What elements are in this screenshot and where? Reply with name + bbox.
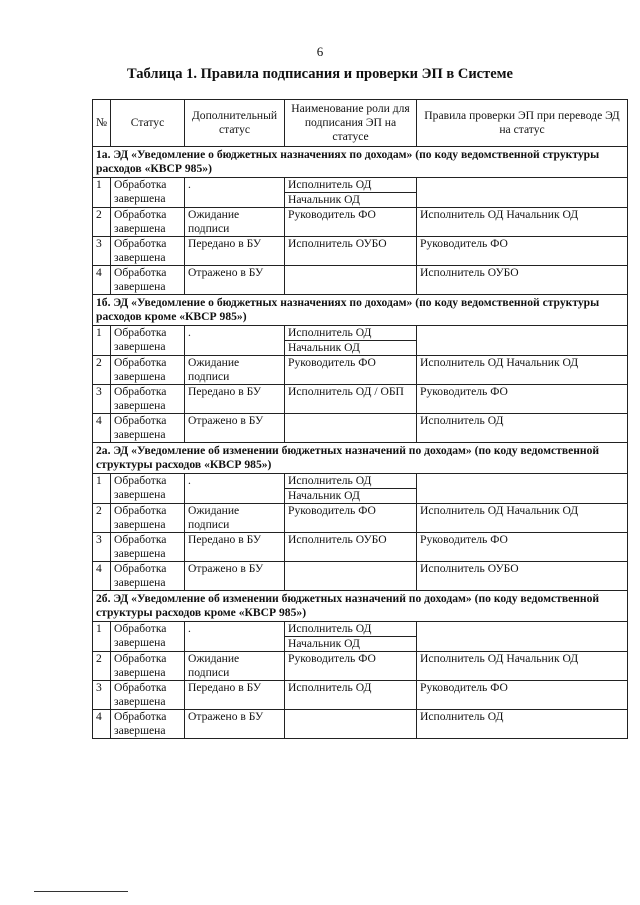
table-body — [93, 147, 628, 739]
table-row — [93, 208, 628, 237]
row-status: Обработка завершена — [111, 414, 185, 443]
row-extra-status: . — [185, 178, 285, 208]
role-entry: Руководитель ФО — [288, 208, 376, 221]
row-status: Обработка завершена — [111, 326, 185, 356]
row-check-rules: Исполнитель ОД Начальник ОД — [417, 356, 628, 385]
section-title-row — [93, 443, 628, 474]
row-extra-status: Ожидание подписи — [185, 652, 285, 681]
row-check-rules — [417, 622, 628, 652]
row-role — [285, 622, 417, 652]
role-entry: Начальник ОД — [288, 193, 360, 206]
row-number: 4 — [93, 266, 111, 295]
table-row — [93, 385, 628, 414]
row-number: 3 — [93, 385, 111, 414]
section-title-row — [93, 147, 628, 178]
table-row — [93, 266, 628, 295]
role-entry: Исполнитель ОД — [285, 474, 416, 489]
row-extra-status: Отражено в БУ — [185, 710, 285, 739]
row-extra-status: . — [185, 326, 285, 356]
table-row — [93, 356, 628, 385]
row-status: Обработка завершена — [111, 178, 185, 208]
role-entry: Исполнитель ОД — [285, 178, 416, 193]
row-number: 1 — [93, 178, 111, 208]
role-entry: Начальник ОД — [288, 341, 360, 354]
table-row — [93, 504, 628, 533]
row-extra-status: Отражено в БУ — [185, 562, 285, 591]
table-row — [93, 622, 628, 652]
row-number: 2 — [93, 208, 111, 237]
role-entry: Исполнитель ОУБО — [288, 237, 387, 250]
row-check-rules: Исполнитель ОД — [417, 710, 628, 739]
row-role — [285, 504, 417, 533]
row-role — [285, 385, 417, 414]
row-check-rules: Исполнитель ОУБО — [417, 562, 628, 591]
row-check-rules: Исполнитель ОУБО — [417, 266, 628, 295]
row-number: 3 — [93, 681, 111, 710]
header-num: № — [93, 100, 111, 147]
role-entry: Исполнитель ОУБО — [288, 533, 387, 546]
row-role — [285, 652, 417, 681]
row-check-rules: Руководитель ФО — [417, 681, 628, 710]
row-number: 2 — [93, 356, 111, 385]
table-row — [93, 414, 628, 443]
header-role: Наименование роли для подписания ЭП на статусе — [285, 100, 417, 147]
row-role — [285, 414, 417, 443]
row-check-rules: Руководитель ФО — [417, 237, 628, 266]
role-entry: Исполнитель ОД — [288, 681, 372, 694]
row-status: Обработка завершена — [111, 504, 185, 533]
row-check-rules: Исполнитель ОД Начальник ОД — [417, 504, 628, 533]
row-number: 2 — [93, 504, 111, 533]
row-role — [285, 562, 417, 591]
row-status: Обработка завершена — [111, 652, 185, 681]
header-status: Статус — [111, 100, 185, 147]
table-header-row — [93, 100, 628, 147]
table-title: Таблица 1. Правила подписания и проверки ЭП в Системе — [126, 66, 513, 82]
row-status: Обработка завершена — [111, 356, 185, 385]
row-status: Обработка завершена — [111, 266, 185, 295]
row-status: Обработка завершена — [111, 533, 185, 562]
role-entry: Руководитель ФО — [288, 652, 376, 665]
row-status: Обработка завершена — [111, 710, 185, 739]
table-row — [93, 681, 628, 710]
header-check-rules: Правила проверки ЭП при переводе ЭД на статус — [417, 100, 628, 147]
row-number: 4 — [93, 710, 111, 739]
row-check-rules — [417, 326, 628, 356]
section-title-row — [93, 295, 628, 326]
row-extra-status: Передано в БУ — [185, 681, 285, 710]
table-row — [93, 652, 628, 681]
row-extra-status: Передано в БУ — [185, 385, 285, 414]
row-role — [285, 474, 417, 504]
role-entry: Исполнитель ОД — [285, 326, 416, 341]
role-entry: Руководитель ФО — [288, 504, 376, 517]
row-check-rules: Руководитель ФО — [417, 533, 628, 562]
row-role — [285, 266, 417, 295]
row-role — [285, 178, 417, 208]
row-check-rules: Руководитель ФО — [417, 385, 628, 414]
table-row — [93, 710, 628, 739]
section-title: 2б. ЭД «Уведомление об изменении бюджетных назначений по доходам» (по коду ведомственной структуры расходов кроме «КВСР 985») — [93, 591, 628, 622]
section-title: 2а. ЭД «Уведомление об изменении бюджетных назначений по доходам» (по коду ведомственной структуры расходов «КВСР 985») — [93, 443, 628, 474]
row-status: Обработка завершена — [111, 237, 185, 266]
row-extra-status: Ожидание подписи — [185, 504, 285, 533]
row-extra-status: Передано в БУ — [185, 237, 285, 266]
row-extra-status: Отражено в БУ — [185, 266, 285, 295]
section-title-row — [93, 591, 628, 622]
row-number: 3 — [93, 533, 111, 562]
table-row — [93, 533, 628, 562]
row-role — [285, 710, 417, 739]
row-status: Обработка завершена — [111, 385, 185, 414]
row-extra-status: Передано в БУ — [185, 533, 285, 562]
role-entry: Начальник ОД — [288, 637, 360, 650]
row-check-rules: Исполнитель ОД Начальник ОД — [417, 208, 628, 237]
footnote-divider — [34, 891, 128, 892]
row-check-rules — [417, 474, 628, 504]
row-status: Обработка завершена — [111, 681, 185, 710]
row-extra-status: Ожидание подписи — [185, 356, 285, 385]
row-number: 1 — [93, 622, 111, 652]
row-extra-status: . — [185, 622, 285, 652]
row-check-rules: Исполнитель ОД — [417, 414, 628, 443]
row-role — [285, 208, 417, 237]
row-role — [285, 681, 417, 710]
row-role — [285, 237, 417, 266]
row-check-rules: Исполнитель ОД Начальник ОД — [417, 652, 628, 681]
row-status: Обработка завершена — [111, 562, 185, 591]
role-entry: Исполнитель ОД — [285, 622, 416, 637]
page-number: 6 — [316, 44, 324, 59]
table-row — [93, 178, 628, 208]
row-check-rules — [417, 178, 628, 208]
header-extra-status: Дополнительный статус — [185, 100, 285, 147]
row-number: 4 — [93, 414, 111, 443]
table-row — [93, 237, 628, 266]
row-role — [285, 326, 417, 356]
row-number: 1 — [93, 326, 111, 356]
role-entry: Начальник ОД — [288, 489, 360, 502]
row-extra-status: Ожидание подписи — [185, 208, 285, 237]
row-number: 4 — [93, 562, 111, 591]
row-role — [285, 533, 417, 562]
role-entry: Исполнитель ОД / ОБП — [288, 385, 404, 398]
row-status: Обработка завершена — [111, 622, 185, 652]
row-number: 2 — [93, 652, 111, 681]
row-status: Обработка завершена — [111, 474, 185, 504]
role-entry: Руководитель ФО — [288, 356, 376, 369]
row-number: 3 — [93, 237, 111, 266]
table-row — [93, 474, 628, 504]
row-extra-status: Отражено в БУ — [185, 414, 285, 443]
table-row — [93, 326, 628, 356]
row-number: 1 — [93, 474, 111, 504]
row-role — [285, 356, 417, 385]
section-title: 1б. ЭД «Уведомление о бюджетных назначениях по доходам» (по коду ведомственной структуры расходов кроме «КВСР 985») — [93, 295, 628, 326]
table-row — [93, 562, 628, 591]
row-status: Обработка завершена — [111, 208, 185, 237]
section-title: 1а. ЭД «Уведомление о бюджетных назначениях по доходам» (по коду ведомственной структуры расходов «КВСР 985») — [93, 147, 628, 178]
rules-table — [92, 99, 628, 739]
row-extra-status: . — [185, 474, 285, 504]
